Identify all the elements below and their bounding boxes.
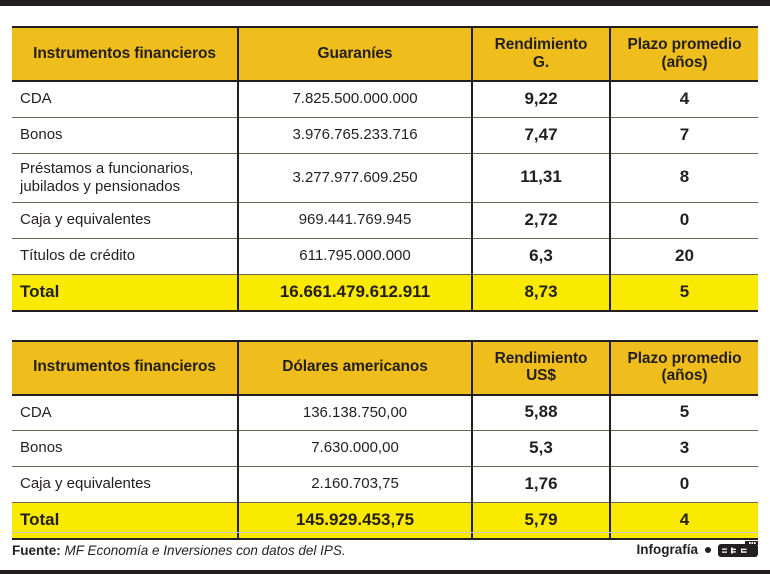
header-plazo <box>610 341 758 395</box>
header-rendimiento <box>472 341 610 395</box>
table-row <box>12 395 758 431</box>
row-label-line1: CDA <box>20 90 52 108</box>
total-yield: 8,73 <box>472 275 610 311</box>
total-row <box>12 275 758 311</box>
table-row <box>12 239 758 275</box>
table-row <box>12 117 758 153</box>
row-yield: 7,47 <box>472 117 610 153</box>
tables-container <box>12 26 758 540</box>
guaranies-table-header <box>12 27 758 81</box>
header-plazo-line1: Plazo promedio <box>627 349 742 367</box>
header-row <box>12 27 758 81</box>
row-term: 5 <box>610 395 758 431</box>
row-amount: 3.277.977.609.250 <box>238 153 472 203</box>
top-divider <box>0 0 770 6</box>
footer <box>12 538 758 564</box>
row-label-line1: Bonos <box>20 439 63 457</box>
row-label <box>12 467 238 503</box>
row-yield: 6,3 <box>472 239 610 275</box>
total-label-text: Total <box>20 281 60 301</box>
header-currency: Guaraníes <box>238 27 472 81</box>
table-row <box>12 153 758 203</box>
total-row <box>12 503 758 539</box>
row-yield: 5,3 <box>472 431 610 467</box>
row-amount: 7.825.500.000.000 <box>238 81 472 117</box>
row-yield: 9,22 <box>472 81 610 117</box>
row-label-line1: Bonos <box>20 125 63 143</box>
row-label <box>12 395 238 431</box>
row-term: 8 <box>610 153 758 203</box>
row-term: 20 <box>610 239 758 275</box>
total-term: 5 <box>610 275 758 311</box>
row-term: 0 <box>610 203 758 239</box>
header-instrumentos: Instrumentos financieros <box>12 27 238 81</box>
row-label <box>12 203 238 239</box>
row-yield: 5,88 <box>472 395 610 431</box>
total-yield: 5,79 <box>472 503 610 539</box>
header-row <box>12 341 758 395</box>
total-label <box>12 275 238 311</box>
row-yield: 1,76 <box>472 467 610 503</box>
row-label-line1: Caja y equivalentes <box>20 475 151 493</box>
row-yield: 2,72 <box>472 203 610 239</box>
guaranies-table-body <box>12 81 758 311</box>
table-row <box>12 467 758 503</box>
dolares-table-header <box>12 341 758 395</box>
guaranies-table <box>12 26 758 312</box>
row-term: 0 <box>610 467 758 503</box>
row-amount: 969.441.769.945 <box>238 203 472 239</box>
header-rendimiento-line2: G. <box>532 53 550 71</box>
row-term: 7 <box>610 117 758 153</box>
source-text: MF Economía e Inversiones con datos del IPS. <box>64 543 346 558</box>
source-label: Fuente: <box>12 543 61 558</box>
header-rendimiento <box>472 27 610 81</box>
total-term: 4 <box>610 503 758 539</box>
row-term: 4 <box>610 81 758 117</box>
row-label-line2: jubilados y pensionados <box>20 177 181 195</box>
abc-logo-icon <box>718 541 758 558</box>
row-amount: 611.795.000.000 <box>238 239 472 275</box>
header-plazo-line2: (años) <box>661 53 708 71</box>
credit-label: Infografía <box>636 542 698 557</box>
row-label <box>12 239 238 275</box>
table-row <box>12 81 758 117</box>
header-plazo-line1: Plazo promedio <box>627 36 742 54</box>
row-label-line1: Títulos de crédito <box>20 247 136 265</box>
row-amount: 136.138.750,00 <box>238 395 472 431</box>
row-label <box>12 81 238 117</box>
row-label-line1: Préstamos a funcionarios, <box>20 159 194 177</box>
total-amount: 145.929.453,75 <box>238 503 472 539</box>
source-note <box>12 543 346 558</box>
row-label <box>12 153 238 203</box>
table-row <box>12 431 758 467</box>
row-label-line1: CDA <box>20 403 52 421</box>
header-rendimiento-line1: Rendimiento <box>494 349 588 367</box>
row-amount: 2.160.703,75 <box>238 467 472 503</box>
header-rendimiento-line2: US$ <box>526 367 556 385</box>
table-row <box>12 203 758 239</box>
total-label <box>12 503 238 539</box>
row-amount: 7.630.000,00 <box>238 431 472 467</box>
dolares-table-body <box>12 395 758 539</box>
row-amount: 3.976.765.233.716 <box>238 117 472 153</box>
bullet-separator-icon <box>705 547 711 553</box>
total-label-text: Total <box>20 509 60 529</box>
row-yield: 11,31 <box>472 153 610 203</box>
row-label <box>12 431 238 467</box>
header-instrumentos: Instrumentos financieros <box>12 341 238 395</box>
dolares-table <box>12 340 758 540</box>
bottom-divider <box>0 570 770 574</box>
header-rendimiento-line1: Rendimiento <box>494 36 588 54</box>
credit-block <box>636 541 758 558</box>
row-label-line1: Caja y equivalentes <box>20 211 151 229</box>
row-label <box>12 117 238 153</box>
header-plazo <box>610 27 758 81</box>
footer-divider <box>12 532 758 533</box>
row-term: 3 <box>610 431 758 467</box>
header-currency: Dólares americanos <box>238 341 472 395</box>
header-plazo-line2: (años) <box>661 367 708 385</box>
total-amount: 16.661.479.612.911 <box>238 275 472 311</box>
